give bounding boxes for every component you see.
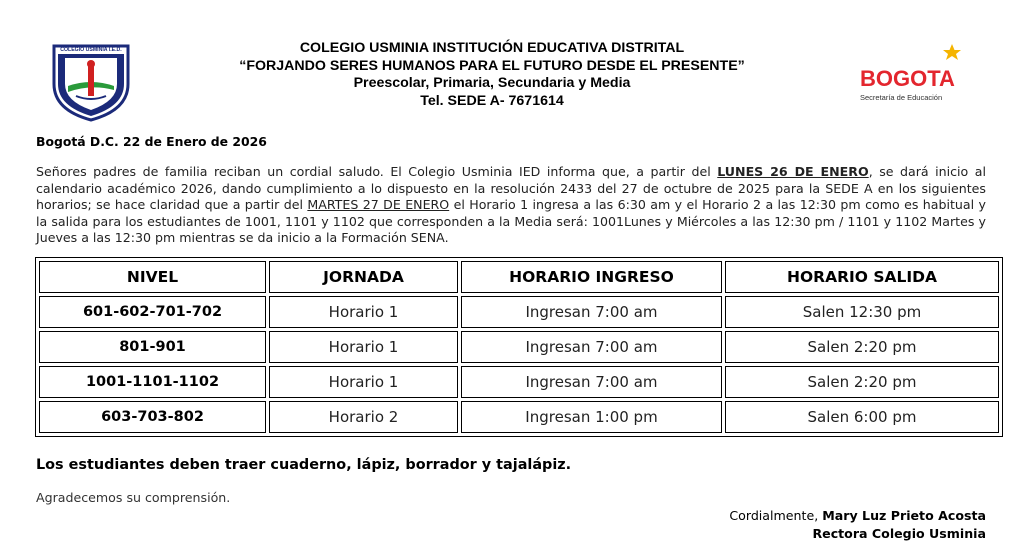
cell-jornada: Horario 1 <box>269 366 458 398</box>
cell-ingreso: Ingresan 7:00 am <box>461 296 722 328</box>
cell-jornada: Horario 2 <box>269 401 458 433</box>
cell-nivel: 601-602-701-702 <box>39 296 266 328</box>
crest-text: COLEGIO USMINIA I.E.D. <box>60 47 122 53</box>
school-name: COLEGIO USMINIA INSTITUCIÓN EDUCATIVA DISTRITAL <box>150 40 834 58</box>
signature-line-1 <box>729 507 986 525</box>
table-row <box>39 401 999 433</box>
cell-nivel: 801-901 <box>39 331 266 363</box>
cell-salida: Salen 6:00 pm <box>725 401 999 433</box>
document-date: Bogotá D.C. 22 de Enero de 2026 <box>36 134 267 149</box>
table-row <box>39 331 999 363</box>
intro-text-3: el Horario 1 ingresa a las 6:30 am y el Horario 2 a las 12:30 pm como es habitual y la salida para los estudiantes de 1001, 1101 y 1102 que corresponden a la Media será: 1001Lunes y Miércoles a las 12:30 pm / 1101 y 1102 Martes y Jueves a las 12:30 pm mientras se da inicio a la Formación SENA. <box>36 197 986 245</box>
school-levels: Preescolar, Primaria, Secundaria y Media <box>150 75 834 93</box>
cell-salida: Salen 2:20 pm <box>725 366 999 398</box>
bogota-logo <box>856 42 976 104</box>
logo-wordmark: BOGOTA <box>860 66 955 91</box>
col-header-salida: HORARIO SALIDA <box>725 261 999 293</box>
cell-salida: Salen 2:20 pm <box>725 331 999 363</box>
intro-start-date: LUNES 26 DE ENERO <box>717 164 868 179</box>
logo-subtitle: Secretaría de Educación <box>860 93 942 102</box>
signatory-name: Mary Luz Prieto Acosta <box>822 508 986 523</box>
intro-change-date: MARTES 27 DE ENERO <box>307 197 449 212</box>
table-row <box>39 296 999 328</box>
signature-line-2 <box>729 525 986 542</box>
table-header-row <box>39 261 999 293</box>
cell-ingreso: Ingresan 7:00 am <box>461 366 722 398</box>
school-crest-logo <box>48 40 134 122</box>
signatory-title: Rectora Colegio Usminia <box>812 526 986 541</box>
closing-prefix: Cordialmente, <box>729 508 822 523</box>
intro-text-2: , se dará inicio al calendario académico 2026, dando cumplimiento a lo dispuesto en la resolución 2433 del 27 de octubre de 2025 para la SEDE A en los siguientes horarios; se hace claridad que a partir del <box>36 164 986 212</box>
cell-jornada: Horario 1 <box>269 331 458 363</box>
supplies-note: Los estudiantes deben traer cuaderno, lápiz, borrador y tajalápiz. <box>36 457 571 473</box>
signature-block <box>729 507 986 542</box>
col-header-jornada: JORNADA <box>269 261 458 293</box>
thanks-text: Agradecemos su comprensión. <box>36 490 230 505</box>
school-motto: “FORJANDO SERES HUMANOS PARA EL FUTURO DESDE EL PRESENTE” <box>150 58 834 76</box>
col-header-ingreso: HORARIO INGRESO <box>461 261 722 293</box>
table-row <box>39 366 999 398</box>
school-phone: Tel. SEDE A- 7671614 <box>150 93 834 111</box>
cell-nivel: 1001-1101-1102 <box>39 366 266 398</box>
document-header <box>150 40 834 110</box>
cell-salida: Salen 12:30 pm <box>725 296 999 328</box>
col-header-nivel: NIVEL <box>39 261 266 293</box>
cell-nivel: 603-703-802 <box>39 401 266 433</box>
schedule-table <box>35 257 1003 437</box>
cell-jornada: Horario 1 <box>269 296 458 328</box>
cell-ingreso: Ingresan 7:00 am <box>461 331 722 363</box>
intro-text-1: Señores padres de familia reciban un cordial saludo. El Colegio Usminia IED informa que, a partir del <box>36 164 717 179</box>
intro-paragraph <box>36 164 986 247</box>
cell-ingreso: Ingresan 1:00 pm <box>461 401 722 433</box>
